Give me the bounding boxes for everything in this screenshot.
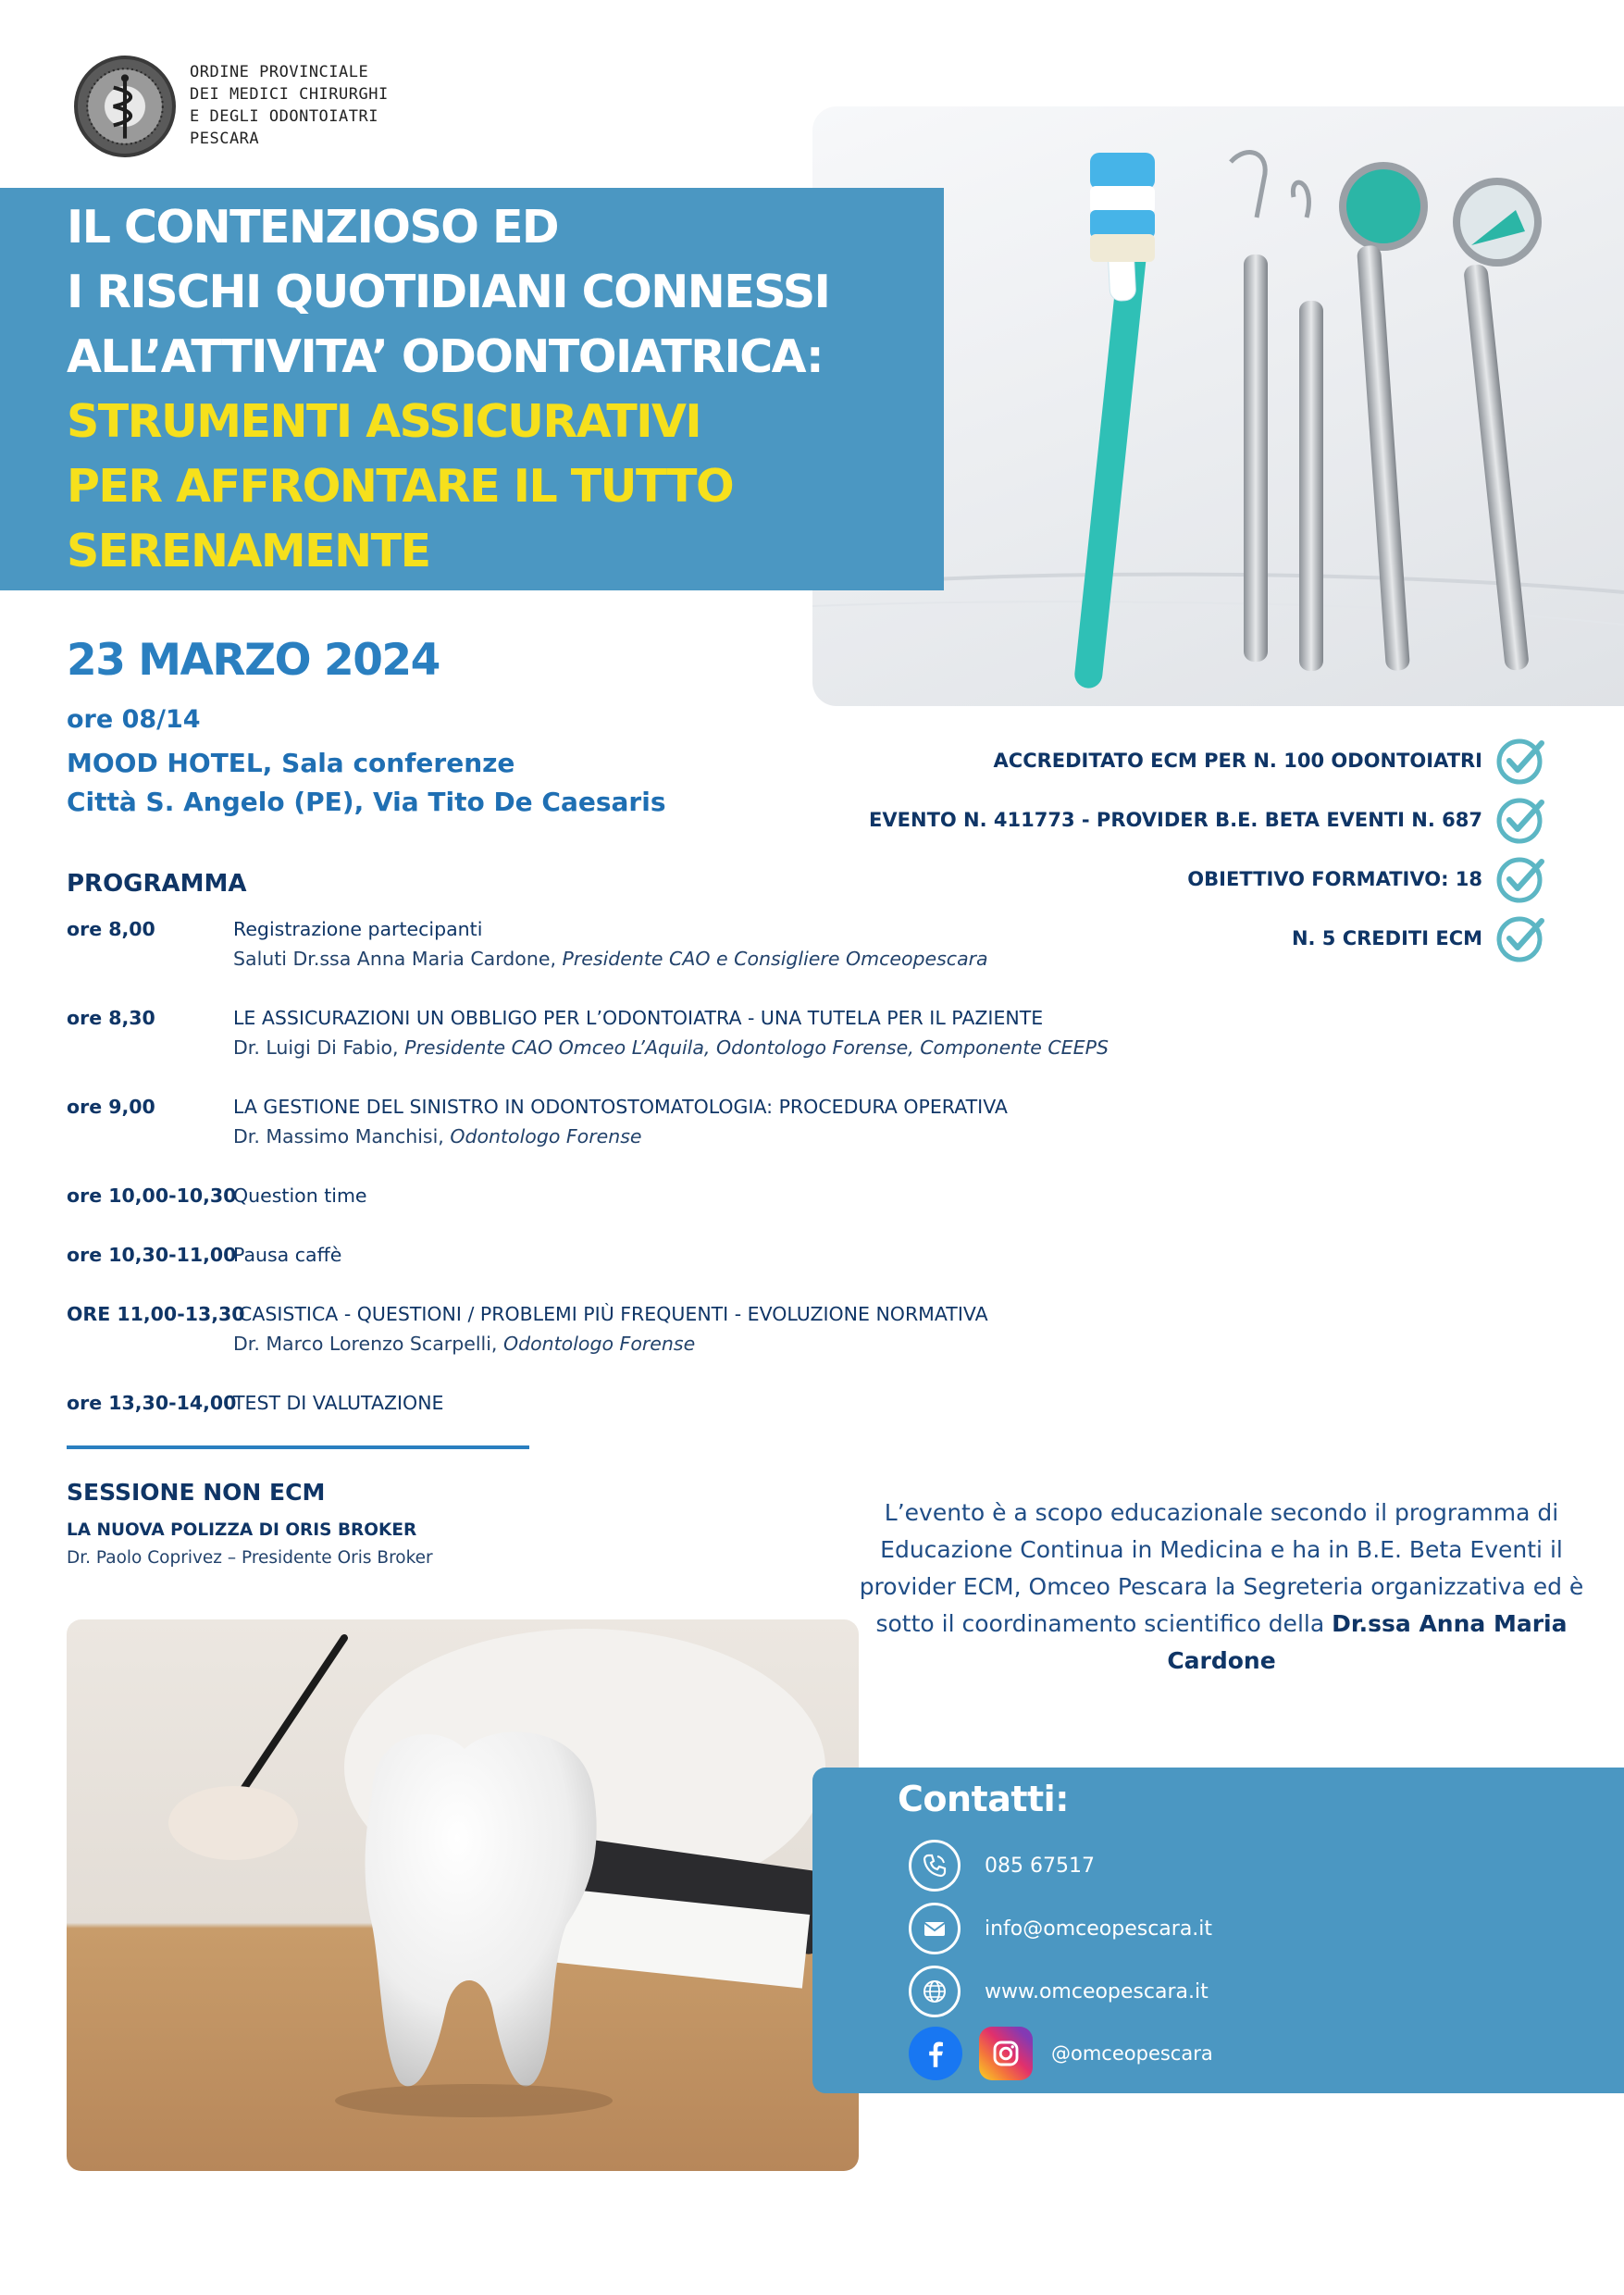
program-time: ore 10,30-11,00 [67, 1244, 237, 1266]
title-line: ALL’ATTIVITA’ ODONTOIATRICA: [67, 330, 824, 383]
title-banner [0, 188, 944, 590]
program-title: Pausa caffè [233, 1244, 342, 1266]
program-item [67, 1299, 1177, 1388]
program-item [67, 1003, 1177, 1092]
contacts-heading: Contatti: [898, 1779, 1069, 1819]
phone-number: 085 67517 [985, 1854, 1095, 1878]
social-handle: @omceopescara [1051, 2042, 1213, 2065]
website-url: www.omceopescara.it [985, 1979, 1209, 2003]
instagram-icon[interactable] [979, 2027, 1033, 2080]
program-time: ore 10,00-10,30 [67, 1185, 237, 1207]
check-icon [1495, 795, 1545, 845]
accreditation-text: N. 5 CREDITI ECM [1291, 927, 1482, 949]
program-speaker: Dr. Luigi Di Fabio, [233, 1036, 405, 1059]
check-icon [1495, 854, 1545, 904]
event-venue: MOOD HOTEL, Sala conferenze [67, 748, 515, 778]
org-line: PESCARA [190, 130, 260, 148]
check-icon [1495, 736, 1545, 786]
program-time: ORE 11,00-13,30 [67, 1303, 245, 1325]
section-divider [67, 1445, 529, 1449]
accreditation-item [842, 731, 1545, 790]
facebook-icon[interactable] [909, 2027, 962, 2080]
program-title: LA GESTIONE DEL SINISTRO IN ODONTOSTOMATOLOGIA: PROCEDURA OPERATIVA [233, 1096, 1008, 1118]
organization-name [190, 61, 389, 150]
org-line: DEI MEDICI CHIRURGHI [190, 85, 389, 104]
program-heading: PROGRAMMA [67, 870, 247, 898]
info-text: L’evento è a scopo educazionale secondo il programma di Educazione Continua in Medicina e ha in B.E. Beta Eventi il provider ECM, Omceo Pescara la Segreteria organizzativa ed è sotto il coordinamento scientifico della [859, 1499, 1584, 1637]
title-highlight-line: SERENAMENTE [67, 525, 430, 577]
program-speaker-role: Presidente CAO e Consigliere Omceopescara [562, 948, 988, 970]
contact-phone[interactable] [909, 1840, 1095, 1892]
contact-website[interactable] [909, 1966, 1209, 2017]
scientific-coordinator: Dr.ssa Anna Maria Cardone [1167, 1610, 1568, 1674]
contact-email[interactable] [909, 1903, 1212, 1954]
program-title: Question time [233, 1185, 367, 1207]
contact-social [909, 2027, 1213, 2080]
phone-icon [909, 1840, 961, 1892]
non-ecm-speaker: Dr. Paolo Coprivez – Presidente Oris Broker [67, 1548, 433, 1568]
program-title: LE ASSICURAZIONI UN OBBLIGO PER L’ODONTOIATRA - UNA TUTELA PER IL PAZIENTE [233, 1007, 1044, 1029]
program-item [67, 1092, 1177, 1181]
program-speaker: Dr. Massimo Manchisi, [233, 1125, 451, 1148]
program-time: ore 9,00 [67, 1096, 155, 1118]
title-line: I RISCHI QUOTIDIANI CONNESSI [67, 266, 830, 318]
title-highlight-line: STRUMENTI ASSICURATIVI [67, 395, 701, 448]
org-line: E DEGLI ODONTOIATRI [190, 107, 378, 126]
email-address: info@omceopescara.it [985, 1917, 1213, 1941]
accreditation-item [842, 790, 1545, 850]
program-list [67, 914, 1177, 1425]
program-item [67, 1181, 1177, 1240]
program-title: TEST DI VALUTAZIONE [233, 1392, 444, 1414]
program-item [67, 1240, 1177, 1299]
accreditation-text: ACCREDITATO ECM PER N. 100 ODONTOIATRI [993, 750, 1482, 772]
check-icon [1495, 913, 1545, 963]
tooth-model-photo [67, 1619, 859, 2171]
title-highlight-line: PER AFFRONTARE IL TUTTO [67, 460, 734, 513]
program-speaker-role: Presidente CAO Omceo L’Aquila, Odontologo Forense, Componente CEEPS [404, 1036, 1109, 1059]
omceo-logo-seal [74, 56, 176, 157]
event-info-paragraph [851, 1495, 1592, 1680]
envelope-icon [909, 1903, 961, 1954]
program-time: ore 8,30 [67, 1007, 155, 1029]
accreditation-item [842, 850, 1545, 909]
program-time: ore 13,30-14,00 [67, 1392, 237, 1414]
accreditation-text: EVENTO N. 411773 - PROVIDER B.E. BETA EVENTI N. 687 [869, 809, 1482, 831]
title-line: IL CONTENZIOSO ED [67, 201, 559, 254]
program-speaker: Saluti Dr.ssa Anna Maria Cardone, [233, 948, 563, 970]
program-speaker: Dr. Marco Lorenzo Scarpelli, [233, 1333, 503, 1355]
non-ecm-heading: SESSIONE NON ECM [67, 1479, 326, 1506]
event-date: 23 MARZO 2024 [67, 635, 440, 686]
accreditation-text: OBIETTIVO FORMATIVO: 18 [1187, 868, 1482, 890]
org-line: ORDINE PROVINCIALE [190, 63, 369, 81]
program-time: ore 8,00 [67, 918, 155, 940]
program-item [67, 914, 1177, 1003]
program-speaker-role: Odontologo Forense [450, 1125, 642, 1148]
non-ecm-title: LA NUOVA POLIZZA DI ORIS BROKER [67, 1520, 417, 1540]
event-time: ore 08/14 [67, 705, 201, 734]
program-item [67, 1388, 1177, 1425]
program-title: Registrazione partecipanti [233, 918, 483, 940]
globe-icon [909, 1966, 961, 2017]
program-speaker-role: Odontologo Forense [502, 1333, 696, 1355]
program-title: CASISTICA - QUESTIONI / PROBLEMI PIÙ FREQUENTI - EVOLUZIONE NORMATIVA [239, 1303, 988, 1325]
event-address: Città S. Angelo (PE), Via Tito De Caesaris [67, 787, 666, 817]
contacts-panel [812, 1768, 1624, 2093]
